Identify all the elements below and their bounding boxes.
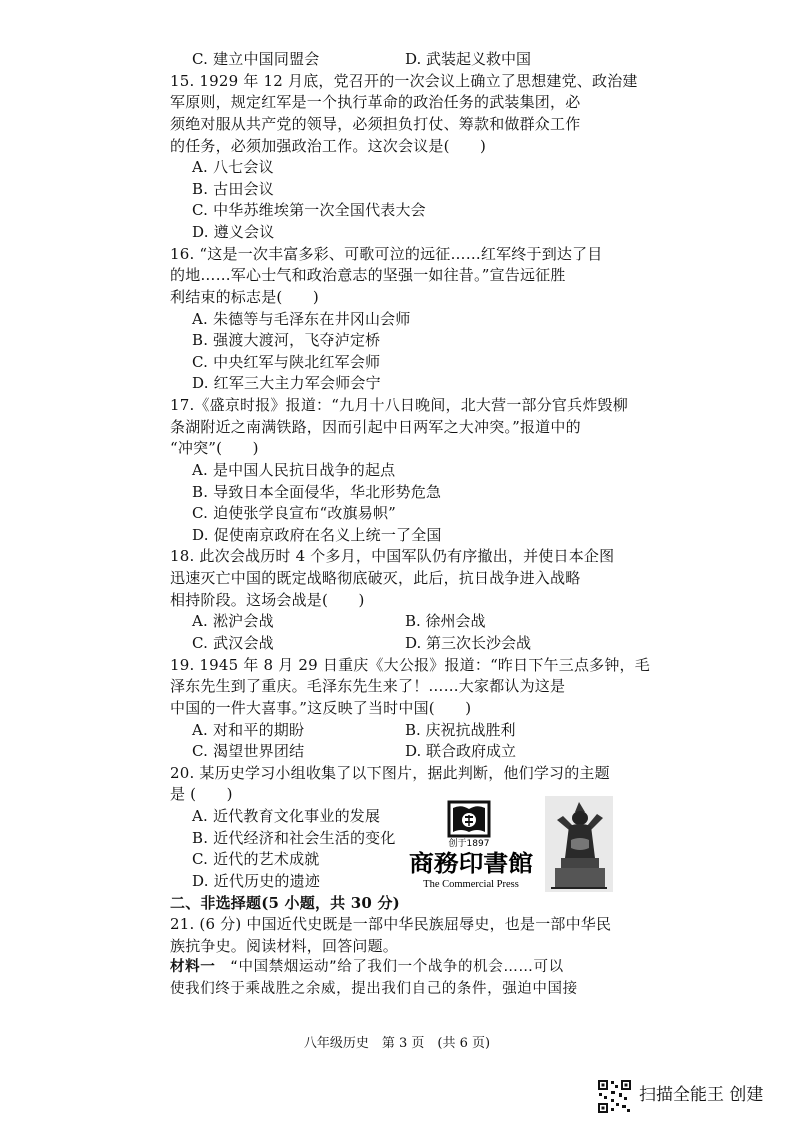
question-line: 须绝对服从共产党的领导，必须担负打仗、筹款和做群众工作: [170, 115, 581, 133]
text-line: [170, 546, 620, 566]
commercial-press-logo: [405, 800, 540, 892]
text-line: [170, 655, 650, 675]
text-line: [170, 244, 620, 264]
question-line: 的地……军心士气和政治意志的坚强一如往昔。”宣告远征胜: [170, 266, 566, 284]
text-line: [192, 179, 642, 199]
answer-option: B. 强渡大渡河，飞夺泸定桥: [192, 331, 381, 349]
answer-option: D. 遵义会议: [192, 223, 275, 241]
option-right: D. 武装起义救中国: [405, 50, 532, 68]
text-line: [170, 92, 620, 112]
text-line: [170, 893, 620, 913]
option-left: C. 渴望世界团结: [192, 742, 305, 760]
answer-option: C. 近代的艺术成就: [192, 850, 320, 868]
text-line: [192, 373, 642, 393]
question-line: 条湖附近之南满铁路，因而引起中日两军之大冲突。”报道中的: [170, 418, 581, 436]
answer-option: C. 中央红军与陕北红军会师: [192, 353, 381, 371]
text-line: [192, 352, 642, 372]
option-right: D. 第三次长沙会战: [405, 634, 532, 652]
qr-code-icon: [597, 1079, 632, 1114]
text-line: [170, 265, 620, 285]
brand-chinese: 商務印書館: [409, 850, 533, 877]
question-line: 族抗争史。阅读材料，回答问题。: [170, 937, 399, 955]
answer-option: D. 促使南京政府在名义上统一了全国: [192, 526, 442, 544]
text-line: [170, 136, 620, 156]
text-line: [170, 936, 620, 956]
brand-english: The Commercial Press: [423, 879, 519, 890]
text-line: [192, 525, 642, 545]
question-line: 泽东先生到了重庆。毛泽东先生来了！……大家都认为这是: [170, 677, 566, 695]
answer-option: D. 红军三大主力军会师会宁: [192, 374, 381, 392]
option-left: A. 淞沪会战: [192, 612, 274, 630]
scanner-watermark: 扫描全能王 创建: [639, 1085, 764, 1105]
answer-option: B. 近代经济和社会生活的变化: [192, 829, 396, 847]
answer-option: B. 导致日本全面侵华，华北形势危急: [192, 483, 442, 501]
text-line: [170, 590, 620, 610]
question-line: 18. 此次会战历时 4 个多月，中国军队仍有序撤出，并使日本企图: [170, 547, 615, 565]
text-line: [192, 503, 642, 523]
question-line: 17.《盛京时报》报道：“九月十八日晚间，北大营一部分官兵炸毁柳: [170, 396, 628, 414]
text-line: [192, 222, 642, 242]
question-line: 使我们终于乘战胜之余威，提出我们自己的条件，强迫中国接: [170, 981, 578, 997]
text-line: [170, 395, 628, 415]
answer-option: B. 古田会议: [192, 180, 274, 198]
text-line: [170, 71, 638, 91]
page-footer: 八年级历史 第 3 页 (共 6 页): [303, 1036, 491, 1051]
founded-year: 创于1897: [448, 839, 490, 849]
text-line: [192, 330, 642, 350]
option-left: A. 对和平的期盼: [192, 721, 305, 739]
question-line: 15. 1929 年 12 月底，党召开的一次会议上确立了思想建党、政治建: [170, 72, 638, 90]
answer-option: A. 是中国人民抗日战争的起点: [192, 461, 396, 479]
question-line: 19. 1945 年 8 月 29 日重庆《大公报》报道：“昨日下午三点多钟，毛: [170, 656, 650, 674]
question-line: 的任务，必须加强政治工作。这次会议是( ): [170, 137, 487, 155]
option-right: D. 联合政府成立: [405, 742, 517, 760]
text-line: [192, 460, 642, 480]
option-right: B. 庆祝抗战胜利: [405, 721, 516, 739]
question-line: “中国禁烟运动”给了我们一个战争的机会……可以: [215, 959, 564, 975]
question-line: 16. “这是一次丰富多彩、可歌可泣的远征……红军终于到达了目: [170, 245, 603, 263]
text-line: [170, 676, 620, 696]
statue-photo: [545, 796, 613, 892]
answer-option: C. 迫使张学良宣布“改旗易帜”: [192, 504, 397, 522]
text-line: [170, 438, 620, 458]
option-right: B. 徐州会战: [405, 612, 486, 630]
text-line: [192, 309, 642, 329]
question-line: 利结束的标志是( ): [170, 288, 319, 306]
text-line: [170, 698, 620, 718]
answer-option: C. 中华苏维埃第一次全国代表大会: [192, 201, 426, 219]
text-line: [170, 287, 620, 307]
question-line: 中国的一件大喜事。”这反映了当时中国( ): [170, 699, 472, 717]
question-line: 迅速灭亡中国的既定战略彻底破灭，此后，抗日战争进入战略: [170, 569, 581, 587]
question-line: 军原则，规定红军是一个执行革命的政治任务的武装集团，必: [170, 93, 581, 111]
text-line: [192, 482, 642, 502]
text-line: [170, 763, 620, 783]
answer-option: A. 朱德等与毛泽东在井冈山会师: [192, 310, 411, 328]
text-line: [170, 957, 620, 977]
text-line: [170, 417, 620, 437]
question-line: 20. 某历史学习小组收集了以下图片，据此判断，他们学习的主题: [170, 764, 610, 782]
answer-option: A. 八七会议: [192, 158, 274, 176]
option-left: C. 建立中国同盟会: [192, 50, 320, 68]
text-line: [170, 568, 620, 588]
text-line: [170, 914, 620, 934]
text-line: [170, 979, 620, 999]
question-line: 是 ( ): [170, 785, 233, 803]
section-heading: 二、非选择题(5 小题，共 30 分): [170, 894, 400, 912]
question-line: 相持阶段。这场会战是( ): [170, 591, 365, 609]
question-line: 21. (6 分) 中国近代史既是一部中华民族屈辱史，也是一部中华民: [170, 915, 612, 933]
material-label: 材料一: [170, 959, 216, 975]
text-line: [192, 157, 642, 177]
question-line: “冲突”( ): [170, 439, 259, 457]
answer-option: D. 近代历史的遗迹: [192, 872, 321, 890]
text-line: [192, 200, 642, 220]
answer-option: A. 近代教育文化事业的发展: [192, 807, 381, 825]
option-left: C. 武汉会战: [192, 634, 274, 652]
text-line: [170, 114, 620, 134]
